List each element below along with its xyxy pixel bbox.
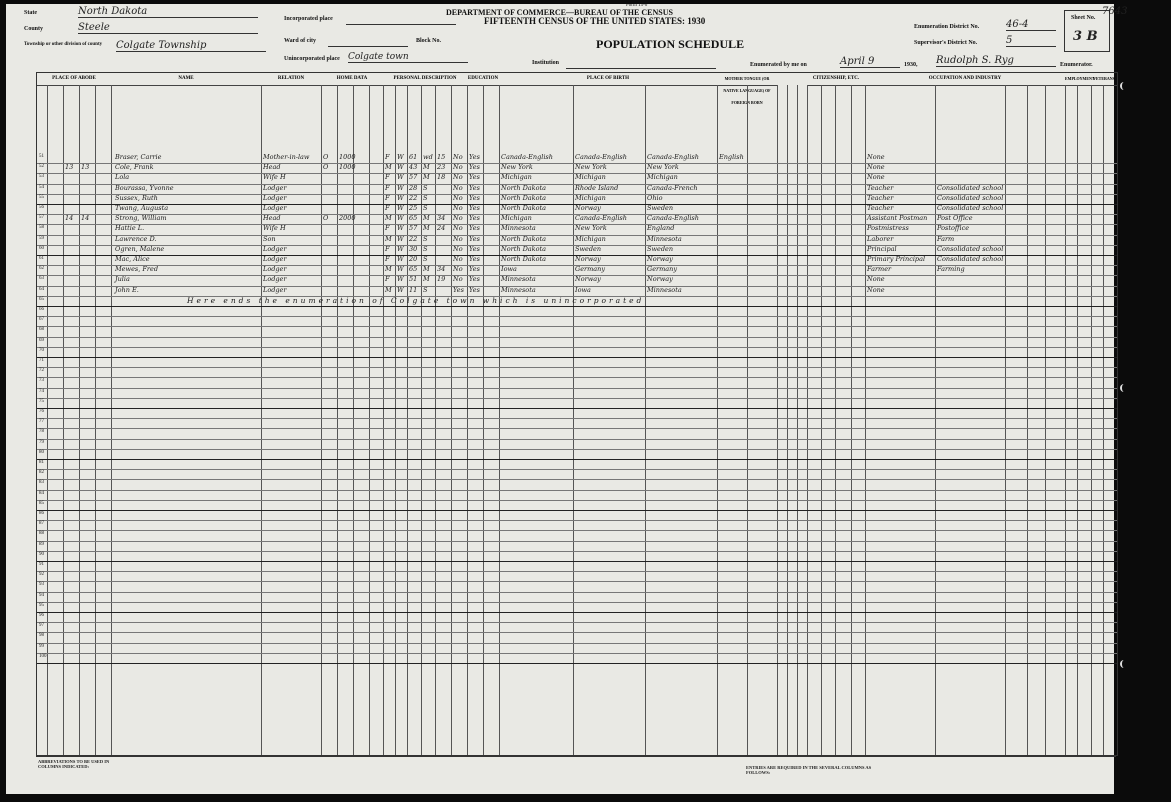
cell-mbirth: England [647,224,675,233]
cell-name: Bourassa, Yvonne [115,183,174,192]
cell-fbirth: New York [575,224,607,233]
cell-mbirth: Michigan [647,173,678,182]
line-number: 53 [39,174,44,180]
cell-rel: Lodger [263,285,287,294]
cell-age: 61 [409,153,418,161]
county-label: County [24,26,44,32]
line-number: 86 [39,511,44,516]
cell-mar: S [423,285,428,294]
cell-sex: F [385,255,390,263]
cell-age: 20 [409,255,418,263]
cell-mar: M [423,173,430,182]
group-occupation: OCCUPATION AND INDUSTRY [865,73,1065,86]
cell-sch: No [453,204,463,212]
footer [36,756,1116,793]
line-number: 67 [39,317,44,323]
cell-mbirth: Sweden [647,204,674,212]
line-number: 70 [39,347,44,353]
census-title: FIFTEENTH CENSUS OF THE UNITED STATES: 1930 [484,16,706,26]
cell-birth: Iowa [501,265,517,274]
cell-birth: Minnesota [501,224,536,233]
cell-fbirth: New York [575,163,607,172]
cell-agem: 34 [437,265,446,274]
cell-occ: Farmer [867,265,892,274]
cell-race: W [397,214,404,223]
cell-read: Yes [469,214,480,223]
line-number: 78 [39,429,44,435]
line-number: 84 [39,490,44,496]
line-number: 92 [39,572,44,578]
cell-agem: 15 [437,153,446,161]
sheet-label: Sheet No. [1071,15,1096,21]
institution-value [566,60,716,69]
group-veterans: VETERANS [1091,73,1117,86]
cell-sex: F [385,183,390,192]
incorporated-label: Incorporated place [284,16,333,22]
cell-read: Yes [469,173,480,182]
cell-ind: Farm [937,234,955,243]
cell-mar: S [423,234,428,243]
cell-val: 2000 [339,214,356,223]
enumerated-year: 1930, [904,62,918,68]
line-number: 79 [39,439,44,445]
cell-sch: No [453,153,463,161]
cell-race: W [397,244,404,253]
cell-mar: M [423,163,430,172]
line-number: 96 [39,613,44,618]
cell-sex: F [385,173,390,182]
cell-read: Yes [469,285,480,294]
cell-sch: No [453,255,463,263]
cell-fbirth: Norway [575,204,601,212]
cell-occ: Teacher [867,183,894,192]
cell-birth: Canada-English [501,153,553,161]
cell-birth: North Dakota [501,193,546,202]
cell-read: Yes [469,255,480,263]
line-number: 58 [39,225,44,231]
cell-name: Mac, Alice [115,255,150,263]
cell-read: Yes [469,204,480,212]
cell-mbirth: Norway [647,255,673,263]
cell-birth: North Dakota [501,183,546,192]
cell-race: W [397,153,404,161]
cell-fbirth: Rhode Island [575,183,619,192]
cell-rel: Lodger [263,265,287,274]
enum-district-value: 46-4 [1006,19,1056,31]
cell-mar: S [423,183,428,192]
cell-fbirth: Norway [575,255,601,263]
cell-occ: Assistant Postman [867,214,928,223]
cell-tongue: English [719,153,744,161]
cell-mbirth: Minnesota [647,234,682,243]
enumerated-label: Enumerated by me on [750,62,807,68]
cell-read: Yes [469,153,480,161]
binder-hole [1120,384,1128,392]
cell-name: Sussex, Ruth [115,193,158,202]
closing-note: Here ends the enumeration of Colgate town which is unincorporated [187,295,645,305]
cell-sch: No [453,234,463,243]
township-value: Colgate Township [116,40,266,52]
block-label: Block No. [416,38,442,44]
line-number: 99 [39,643,44,649]
cell-age: 57 [409,173,418,182]
cell-agem: 34 [437,214,446,223]
cell-mar: M [423,265,430,274]
cell-age: 30 [409,244,418,253]
line-number: 95 [39,602,44,608]
line-number: 66 [39,307,44,312]
county-value: Steele [78,22,258,34]
cell-occ: Teacher [867,204,894,212]
census-line [37,653,1117,664]
cell-read: Yes [469,234,480,243]
cell-mar: S [423,255,428,263]
cell-mbirth: Canada-English [647,153,699,161]
cell-mbirth: Norway [647,275,673,284]
cell-race: W [397,234,404,243]
cell-rel: Lodger [263,204,287,212]
line-number: 80 [39,449,44,455]
cell-name: Lola [115,173,130,182]
cell-birth: North Dakota [501,244,546,253]
cell-mar: M [423,275,430,284]
enumerated-date: April 9 [840,56,900,68]
schedule-title: POPULATION SCHEDULE [596,37,745,51]
cell-agem: 18 [437,173,446,182]
line-number: 55 [39,194,44,200]
cell-mbirth: Minnesota [647,285,682,294]
group-relation: RELATION [261,73,321,86]
stamp-number: 7643 [1102,6,1128,17]
cell-ind: Consolidated school [937,193,1004,202]
cell-age: 22 [409,193,418,202]
cell-fbirth: Michigan [575,234,606,243]
cell-age: 22 [409,234,418,243]
cell-age: 11 [409,285,418,294]
cell-fbirth: Canada-English [575,214,627,223]
cell-age: 65 [409,214,418,223]
cell-rel: Lodger [263,183,287,192]
cell-sex: F [385,244,390,253]
cell-val: 1000 [339,153,356,161]
line-number: 75 [39,398,44,404]
cell-sch: No [453,214,463,223]
group-birth: PLACE OF BIRTH [499,73,717,86]
cell-birth: Minnesota [501,275,536,284]
cell-dw: 14 [65,214,74,223]
group-tongue: MOTHER TONGUE (OR NATIVE LANGUAGE) OF FOREIGN BORN [717,73,777,86]
cell-mbirth: Ohio [647,193,663,202]
cell-race: W [397,265,404,274]
cell-sch: No [453,265,463,274]
cell-age: 51 [409,275,418,284]
line-number: 54 [39,184,44,190]
cell-birth: Michigan [501,214,532,223]
ward-value [328,38,408,47]
cell-agem: 23 [437,163,446,172]
line-number: 89 [39,541,44,547]
cell-fbirth: Norway [575,275,601,284]
cell-val: 1000 [339,163,356,172]
cell-agem: 19 [437,275,446,284]
sheet-value: 3 B [1073,29,1098,44]
cell-name: Braser, Carrie [115,153,162,161]
cell-rel: Lodger [263,255,287,263]
cell-race: W [397,193,404,202]
cell-ind: Consolidated school [937,244,1004,253]
cell-sex: F [385,193,390,202]
cell-occ: None [867,275,885,284]
cell-sch: No [453,183,463,192]
cell-home: O [323,163,329,172]
cell-mbirth: Canada-English [647,214,699,223]
cell-dw: 13 [65,163,74,172]
cell-fbirth: Iowa [575,285,591,294]
cell-ind: Farming [937,265,965,274]
group-name: NAME [111,73,261,86]
cell-sex: F [385,224,390,233]
group-personal: PERSONAL DESCRIPTION [383,73,467,86]
cell-fbirth: Canada-English [575,153,627,161]
line-number: 68 [39,327,44,333]
cell-agem: 24 [437,224,446,233]
cell-sex: M [385,285,392,294]
line-number: 90 [39,551,44,557]
cell-sch: Yes [453,285,464,294]
cell-home: O [323,214,329,223]
cell-race: W [397,204,404,212]
cell-age: 65 [409,265,418,274]
cell-mar: M [423,214,430,223]
cell-age: 57 [409,224,418,233]
cell-occ: Primary Principal [867,255,926,263]
cell-ind: Post Office [937,214,973,223]
unincorporated-label: Unincorporated place [284,56,340,62]
line-number: 98 [39,633,44,639]
line-number: 59 [39,235,44,241]
cell-occ: None [867,285,885,294]
cell-name: Twang, Augusta [115,204,169,212]
line-number: 72 [39,368,44,374]
cell-occ: Teacher [867,193,894,202]
cell-sch: No [453,275,463,284]
line-number: 83 [39,480,44,486]
required-label: ENTRIES ARE REQUIRED IN THE SEVERAL COLUMNS AS FOLLOWS: [746,765,872,775]
cell-fam: 14 [81,214,90,223]
cell-home: O [323,153,329,161]
incorporated-value [346,16,456,25]
cell-sex: M [385,234,392,243]
line-number: 65 [39,296,44,302]
cell-read: Yes [469,275,480,284]
supervisor-value: 5 [1006,35,1056,47]
cell-ind: Consolidated school [937,255,1004,263]
cell-race: W [397,285,404,294]
line-number: 76 [39,409,44,414]
cell-read: Yes [469,193,480,202]
cell-ind: Postoffice [937,224,970,233]
cell-rel: Wife H [263,173,286,182]
cell-name: Julia [115,275,130,284]
cell-rel: Lodger [263,244,287,253]
cell-birth: Michigan [501,173,532,182]
cell-name: Mewes, Fred [115,265,159,274]
binder-hole [1120,82,1128,90]
cell-mar: S [423,244,428,253]
line-number: 71 [39,358,44,363]
cell-sch: No [453,224,463,233]
cell-occ: Postmistress [867,224,909,233]
cell-sex: F [385,153,390,161]
cell-fam: 13 [81,163,90,172]
cell-race: W [397,173,404,182]
cell-mbirth: New York [647,163,679,172]
line-number: 63 [39,276,44,282]
line-number: 100 [39,653,47,659]
cell-birth: North Dakota [501,234,546,243]
line-number: 81 [39,460,44,465]
enumerator-suffix: Enumerator. [1060,62,1093,68]
cell-rel: Head [263,163,281,172]
cell-mar: wd [423,153,433,161]
cell-read: Yes [469,224,480,233]
cell-race: W [397,183,404,192]
cell-birth: Minnesota [501,285,536,294]
line-number: 93 [39,582,44,588]
cell-mar: S [423,193,428,202]
line-number: 94 [39,592,44,598]
binder-hole [1120,660,1128,668]
cell-rel: Lodger [263,193,287,202]
cell-birth: New York [501,163,533,172]
cell-sex: F [385,204,390,212]
line-number: 73 [39,378,44,384]
department-title: DEPARTMENT OF COMMERCE—BUREAU OF THE CENSUS [446,8,673,17]
line-number: 56 [39,205,44,210]
state-label: State [24,10,37,16]
state-value: North Dakota [78,6,258,18]
line-number: 57 [39,215,44,221]
group-abode: PLACE OF ABODE [37,73,111,86]
line-number: 52 [39,164,44,170]
cell-name: John E. [115,285,139,294]
cell-occ: None [867,163,885,172]
enumerator-signature: Rudolph S. Ryg [936,55,1056,67]
cell-age: 25 [409,204,418,212]
line-number: 97 [39,623,44,629]
line-number: 77 [39,419,44,425]
group-citizenship: CITIZENSHIP, ETC. [807,73,865,86]
township-label: Township or other division of county [24,42,103,47]
cell-mbirth: Sweden [647,244,674,253]
group-education: EDUCATION [467,73,499,86]
cell-mar: S [423,204,428,212]
cell-race: W [397,224,404,233]
line-number: 82 [39,470,44,476]
institution-label: Institution [532,60,560,66]
cell-race: W [397,255,404,263]
cell-fbirth: Michigan [575,173,606,182]
line-number: 51 [39,154,44,159]
cell-ind: Consolidated school [937,204,1004,212]
cell-ind: Consolidated school [937,183,1004,192]
cell-sex: M [385,265,392,274]
cell-name: Cole, Frank [115,163,154,172]
cell-age: 28 [409,183,418,192]
cell-birth: North Dakota [501,255,546,263]
cell-fbirth: Germany [575,265,606,274]
cell-sch: No [453,244,463,253]
cell-age: 43 [409,163,418,172]
cell-name: Ogren, Malene [115,244,165,253]
cell-fbirth: Sweden [575,244,602,253]
cell-name: Strong, William [115,214,167,223]
line-number: 64 [39,286,44,292]
population-grid [36,72,1118,756]
cell-occ: Laborer [867,234,894,243]
cell-rel: Lodger [263,275,287,284]
line-number: 91 [39,562,44,567]
unincorporated-value: Colgate town [348,52,468,63]
cell-mar: M [423,224,430,233]
cell-rel: Wife H [263,224,286,233]
cell-name: Lawrence D. [115,234,157,243]
line-number: 85 [39,500,44,506]
line-number: 69 [39,337,44,343]
cell-read: Yes [469,244,480,253]
cell-sex: M [385,214,392,223]
cell-read: Yes [469,183,480,192]
line-number: 87 [39,521,44,527]
cell-mbirth: Germany [647,265,678,274]
line-number: 61 [39,256,44,261]
line-number: 60 [39,245,44,251]
cell-fbirth: Michigan [575,193,606,202]
cell-occ: None [867,153,885,161]
cell-read: Yes [469,265,480,274]
line-number: 74 [39,388,44,394]
ward-label: Ward of city [284,38,316,44]
line-number: 88 [39,531,44,537]
cell-sch: No [453,163,463,172]
cell-sex: M [385,163,392,172]
cell-occ: None [867,173,885,182]
line-number: 62 [39,266,44,272]
form-number: Form 15-6 [626,3,648,8]
cell-birth: North Dakota [501,204,546,212]
abbrev-label: ABBREVIATIONS TO BE USED IN COLUMNS INDICATED: [38,759,110,769]
cell-race: W [397,275,404,284]
cell-rel: Mother-in-law [263,153,310,161]
cell-sch: No [453,173,463,182]
group-home: HOME DATA [321,73,383,86]
group-employment: EMPLOYMENT [1065,73,1091,86]
cell-rel: Son [263,234,276,243]
cell-race: W [397,163,404,172]
census-sheet [6,3,1128,794]
cell-occ: Principal [867,244,897,253]
cell-sch: No [453,193,463,202]
supervisor-label: Supervisor's District No. [914,40,978,46]
cell-rel: Head [263,214,281,223]
enum-district-label: Enumeration District No. [914,24,980,30]
cell-name: Hattie L. [115,224,145,233]
cell-read: Yes [469,163,480,172]
cell-mbirth: Canada-French [647,183,698,192]
cell-sex: F [385,275,390,284]
